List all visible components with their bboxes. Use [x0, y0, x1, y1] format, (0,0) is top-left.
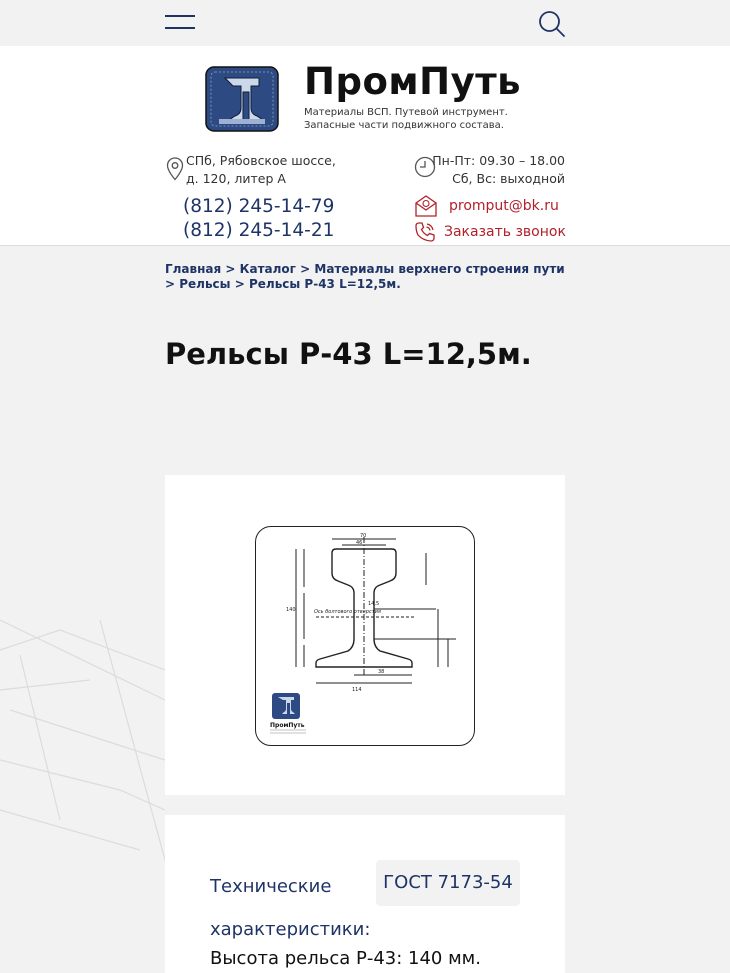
phone-link[interactable]: (812) 245-14-79 [183, 196, 335, 217]
working-hours [420, 152, 565, 188]
mail-icon [414, 194, 438, 218]
breadcrumb-catalog[interactable]: Каталог [239, 262, 296, 276]
callback-link[interactable]: Заказать звонок [444, 224, 566, 240]
site-header [0, 46, 730, 246]
breadcrumb-home[interactable]: Главная [165, 262, 222, 276]
spec-heading-line: характеристики: [210, 919, 371, 940]
dim-label: Ось болтового отверстия [314, 609, 381, 615]
address-line: д. 120, литер А [186, 171, 286, 186]
dim-label: 114 [352, 687, 362, 693]
product-image-card [165, 475, 565, 795]
logo-icon[interactable] [205, 66, 279, 132]
dim-label: 14,5 [368, 601, 380, 607]
menu-icon[interactable] [165, 14, 195, 30]
breadcrumb-separator: > [300, 262, 311, 276]
phone-icon [414, 221, 436, 243]
spec-heading [210, 865, 380, 951]
address [186, 152, 386, 188]
spec-heading-line: Технические [210, 876, 332, 897]
brand-name[interactable]: ПромПуть [304, 60, 522, 103]
email-link[interactable]: promput@bk.ru [449, 198, 559, 214]
gost-badge: ГОСТ 7173-54 [376, 860, 520, 906]
breadcrumb-current: Рельсы Р-43 L=12,5м. [248, 277, 401, 291]
dim-label: 70 [360, 533, 367, 539]
breadcrumb-separator: > [225, 262, 236, 276]
tagline-line: Запасные части подвижного состава. [304, 120, 504, 131]
background-decoration [0, 560, 165, 880]
phone-link[interactable]: (812) 245-14-21 [183, 220, 335, 241]
specifications-card [165, 815, 565, 973]
hours-line: Сб, Вс: выходной [452, 171, 565, 186]
address-line: СПб, Рябовское шоссе, [186, 153, 336, 168]
breadcrumb [165, 262, 565, 292]
dim-label: 140 [286, 607, 296, 613]
breadcrumb-separator: > [234, 277, 245, 291]
brand-tagline [304, 106, 534, 132]
page-title: Рельсы Р-43 L=12,5м. [165, 337, 532, 371]
drawing-brand: ПромПуть [270, 722, 305, 729]
dim-label: 38 [378, 669, 385, 675]
location-icon [166, 157, 184, 181]
dim-label: 46 [356, 540, 363, 546]
search-icon[interactable] [538, 10, 566, 38]
rail-profile-drawing[interactable] [255, 526, 475, 746]
breadcrumb-separator: > [165, 277, 176, 291]
breadcrumb-materials[interactable]: Материалы верхнего строения пути [314, 262, 565, 276]
drawing-logo-icon [270, 693, 306, 733]
top-bar [0, 0, 730, 46]
hours-line: Пн-Пт: 09.30 – 18.00 [432, 153, 565, 168]
tagline-line: Материалы ВСП. Путевой инструмент. [304, 107, 508, 118]
spec-height: Высота рельса Р-43: 140 мм. [210, 948, 481, 969]
breadcrumb-rails[interactable]: Рельсы [179, 277, 231, 291]
